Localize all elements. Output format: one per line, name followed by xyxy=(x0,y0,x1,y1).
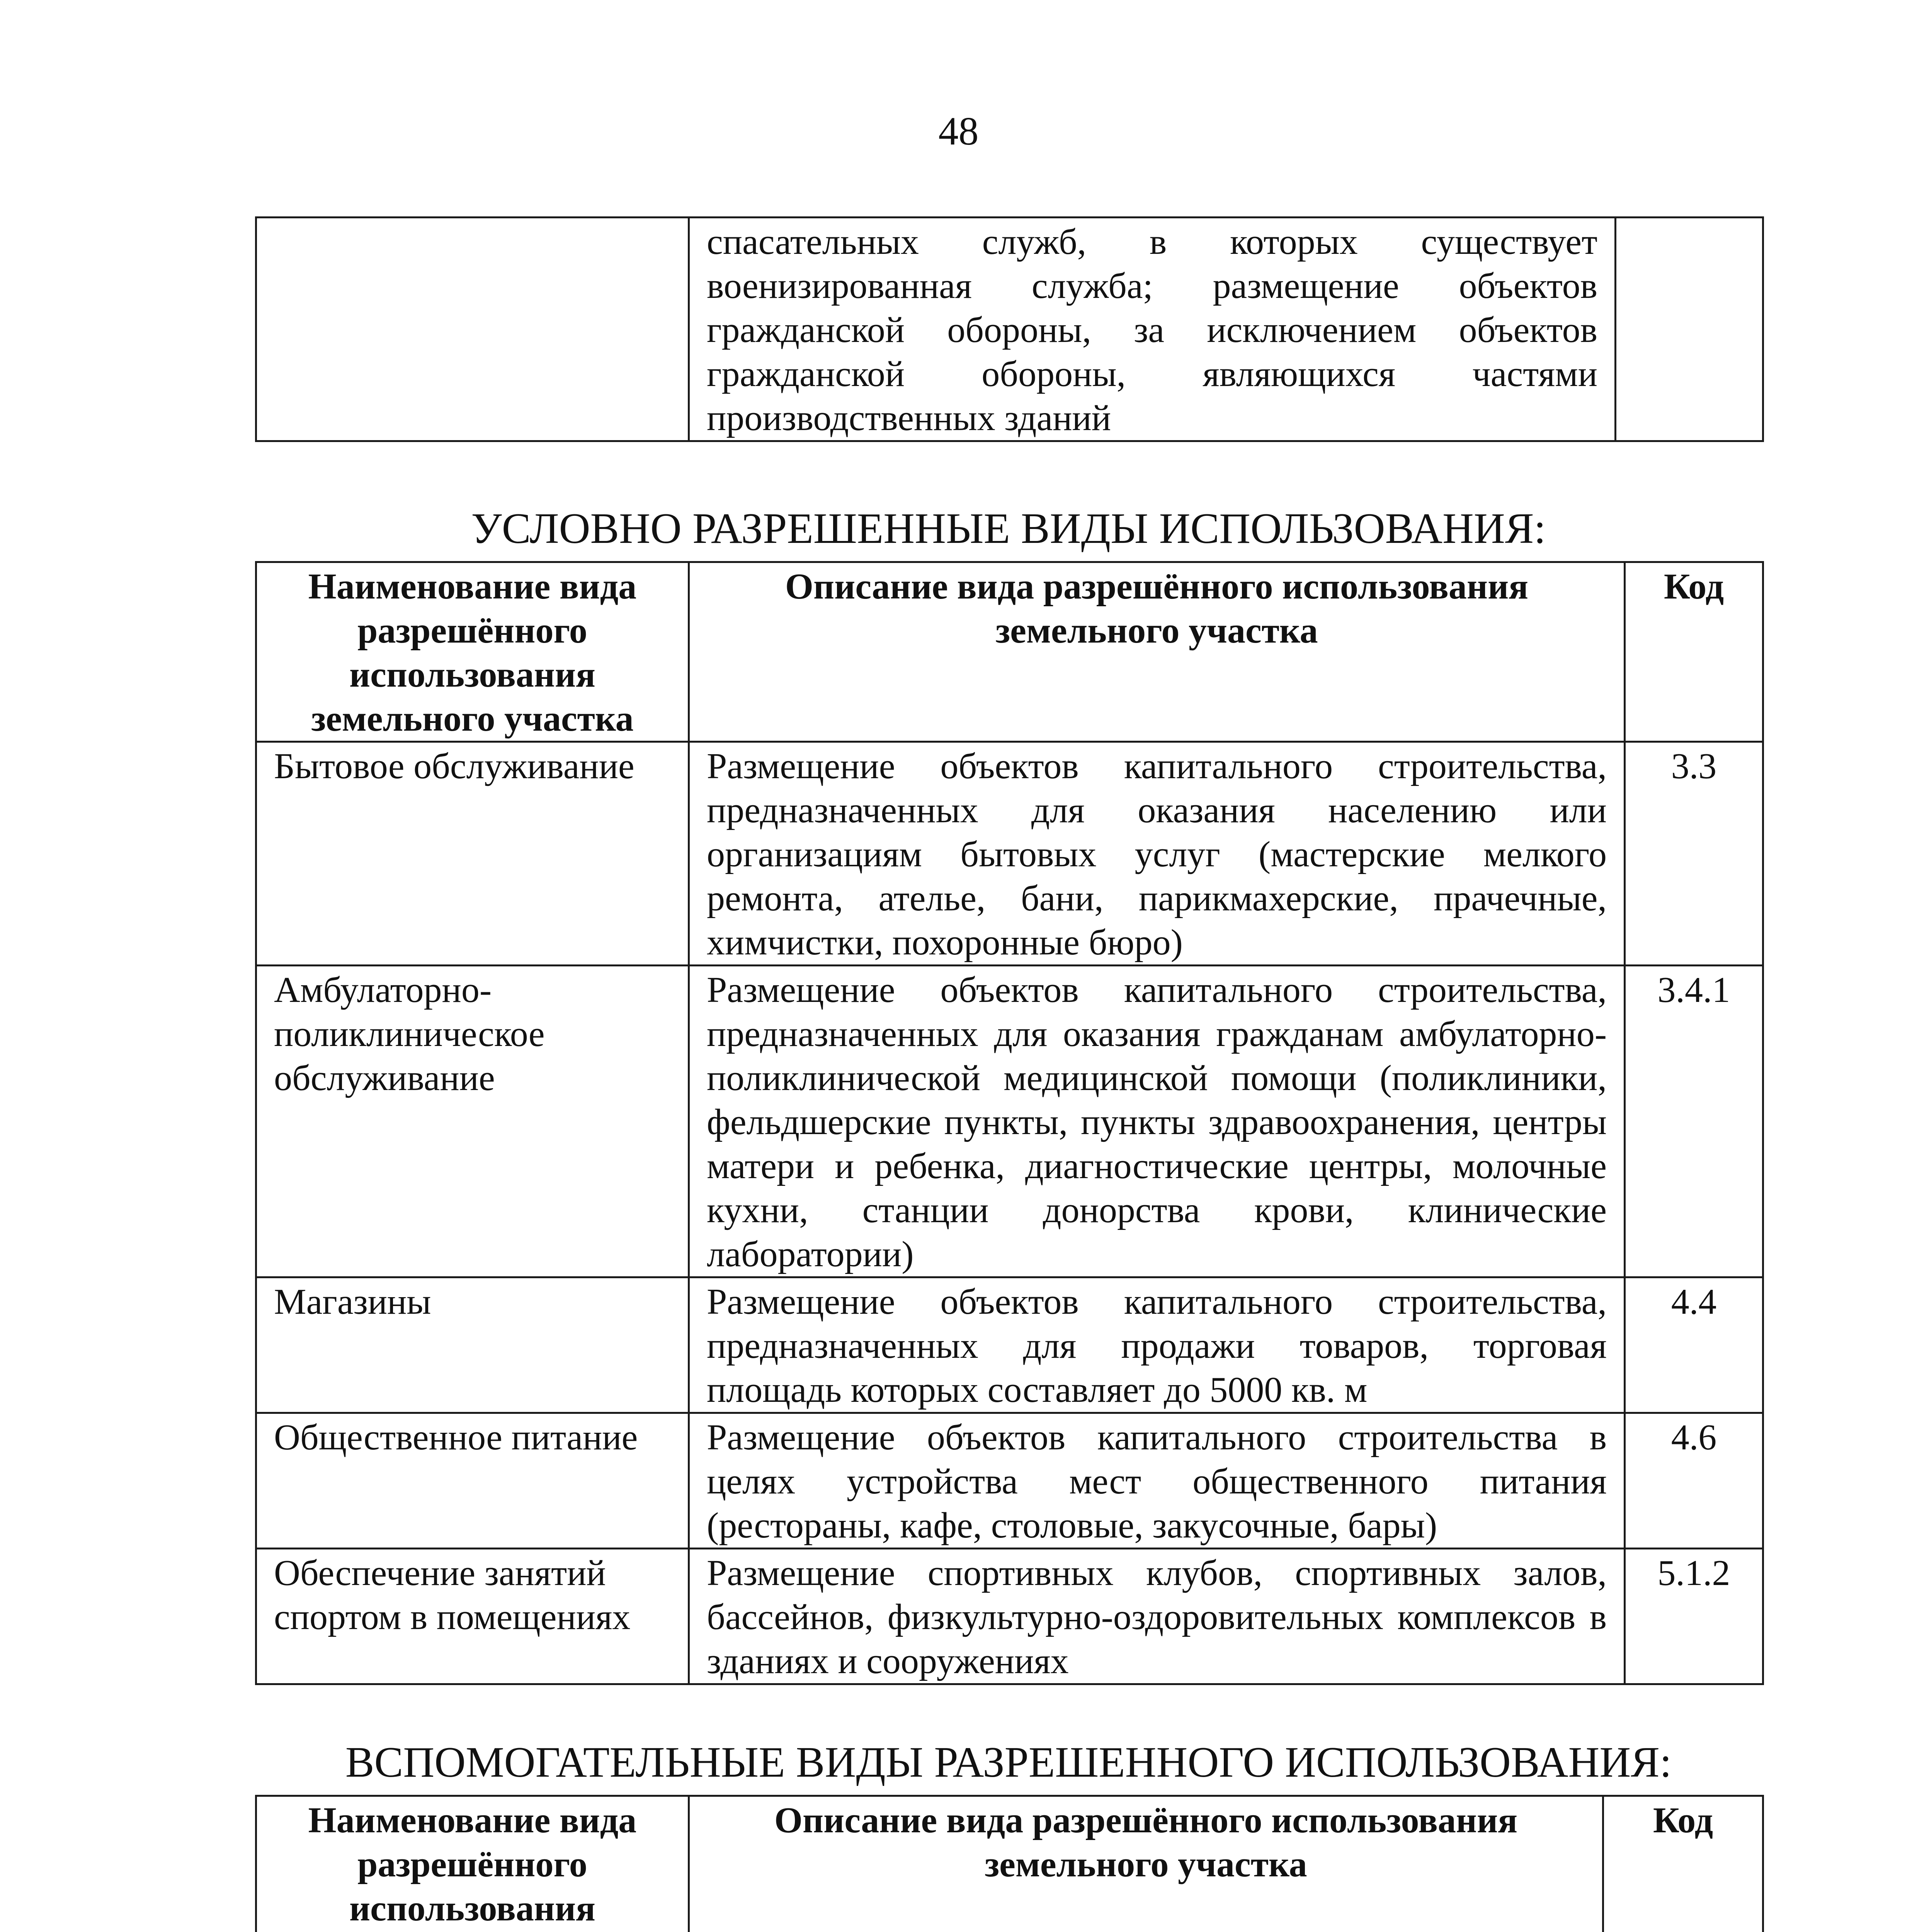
row-name: Общественное питание xyxy=(256,1413,689,1549)
row-name: Амбулаторно-поликлиническое обслуживание xyxy=(256,966,689,1277)
continuation-code-cell xyxy=(1616,218,1763,441)
column-header-description: Описание вида разрешённого использования земельного участка xyxy=(689,562,1625,742)
row-name: Магазины xyxy=(256,1277,689,1413)
row-code: 4.4 xyxy=(1625,1277,1763,1413)
table-header-row xyxy=(256,562,1763,742)
row-description: Размещение объектов капитального строительства в целях устройства мест общественного питания (рестораны, кафе, столовые, закусочные, бары) xyxy=(689,1413,1625,1549)
row-code: 3.4.1 xyxy=(1625,966,1763,1277)
column-header-name: Наименование вида разрешённого использования земельного участка xyxy=(256,562,689,742)
column-header-code: Код xyxy=(1625,562,1763,742)
conditional-section-title: УСЛОВНО РАЗРЕШЕННЫЕ ВИДЫ ИСПОЛЬЗОВАНИЯ: xyxy=(471,505,1546,553)
continuation-description-cell: спасательных служб, в которых существует военизированная служба; размещение объектов гражданской обороны, за исключением объектов гражданской обороны, являющихся частями производственных зданий xyxy=(689,218,1616,441)
page-number: 48 xyxy=(938,109,979,153)
table-row xyxy=(256,1277,1763,1413)
auxiliary-section-title: ВСПОМОГАТЕЛЬНЫЕ ВИДЫ РАЗРЕШЕННОГО ИСПОЛЬЗОВАНИЯ: xyxy=(345,1738,1672,1786)
table-row xyxy=(256,1413,1763,1549)
table-row xyxy=(256,1549,1763,1684)
continuation-table xyxy=(255,216,1764,442)
column-header-description: Описание вида разрешённого использования земельного участка xyxy=(689,1796,1603,1932)
row-description: Размещение объектов капитального строительства, предназначенных для оказания гражданам амбулаторно-поликлинической медицинской помощи (поликлиники, фельдшерские пункты, пункты здравоохранения, центры матери и ребенка, диагностические центры, молочные кухни, станции донорства крови, клинические лаборатории) xyxy=(689,966,1625,1277)
row-code: 4.6 xyxy=(1625,1413,1763,1549)
table-row xyxy=(256,742,1763,966)
row-code: 5.1.2 xyxy=(1625,1549,1763,1684)
column-header-name: Наименование вида разрешённого использования xyxy=(256,1796,689,1932)
table-row xyxy=(256,966,1763,1277)
row-description: Размещение спортивных клубов, спортивных залов, бассейнов, физкультурно-оздоровительных комплексов в зданиях и сооружениях xyxy=(689,1549,1625,1684)
auxiliary-uses-table xyxy=(255,1795,1764,1932)
table-row xyxy=(256,218,1763,441)
continuation-name-cell xyxy=(256,218,689,441)
row-name: Бытовое обслуживание xyxy=(256,742,689,966)
row-description: Размещение объектов капитального строительства, предназначенных для продажи товаров, торговая площадь которых составляет до 5000 кв. м xyxy=(689,1277,1625,1413)
conditional-uses-table xyxy=(255,561,1764,1685)
table-header-row xyxy=(256,1796,1763,1932)
row-description: Размещение объектов капитального строительства, предназначенных для оказания населению или организациям бытовых услуг (мастерские мелкого ремонта, ателье, бани, парикмахерские, прачечные, химчистки, похоронные бюро) xyxy=(689,742,1625,966)
row-code: 3.3 xyxy=(1625,742,1763,966)
row-name: Обеспечение занятий спортом в помещениях xyxy=(256,1549,689,1684)
column-header-code: Код xyxy=(1603,1796,1763,1932)
